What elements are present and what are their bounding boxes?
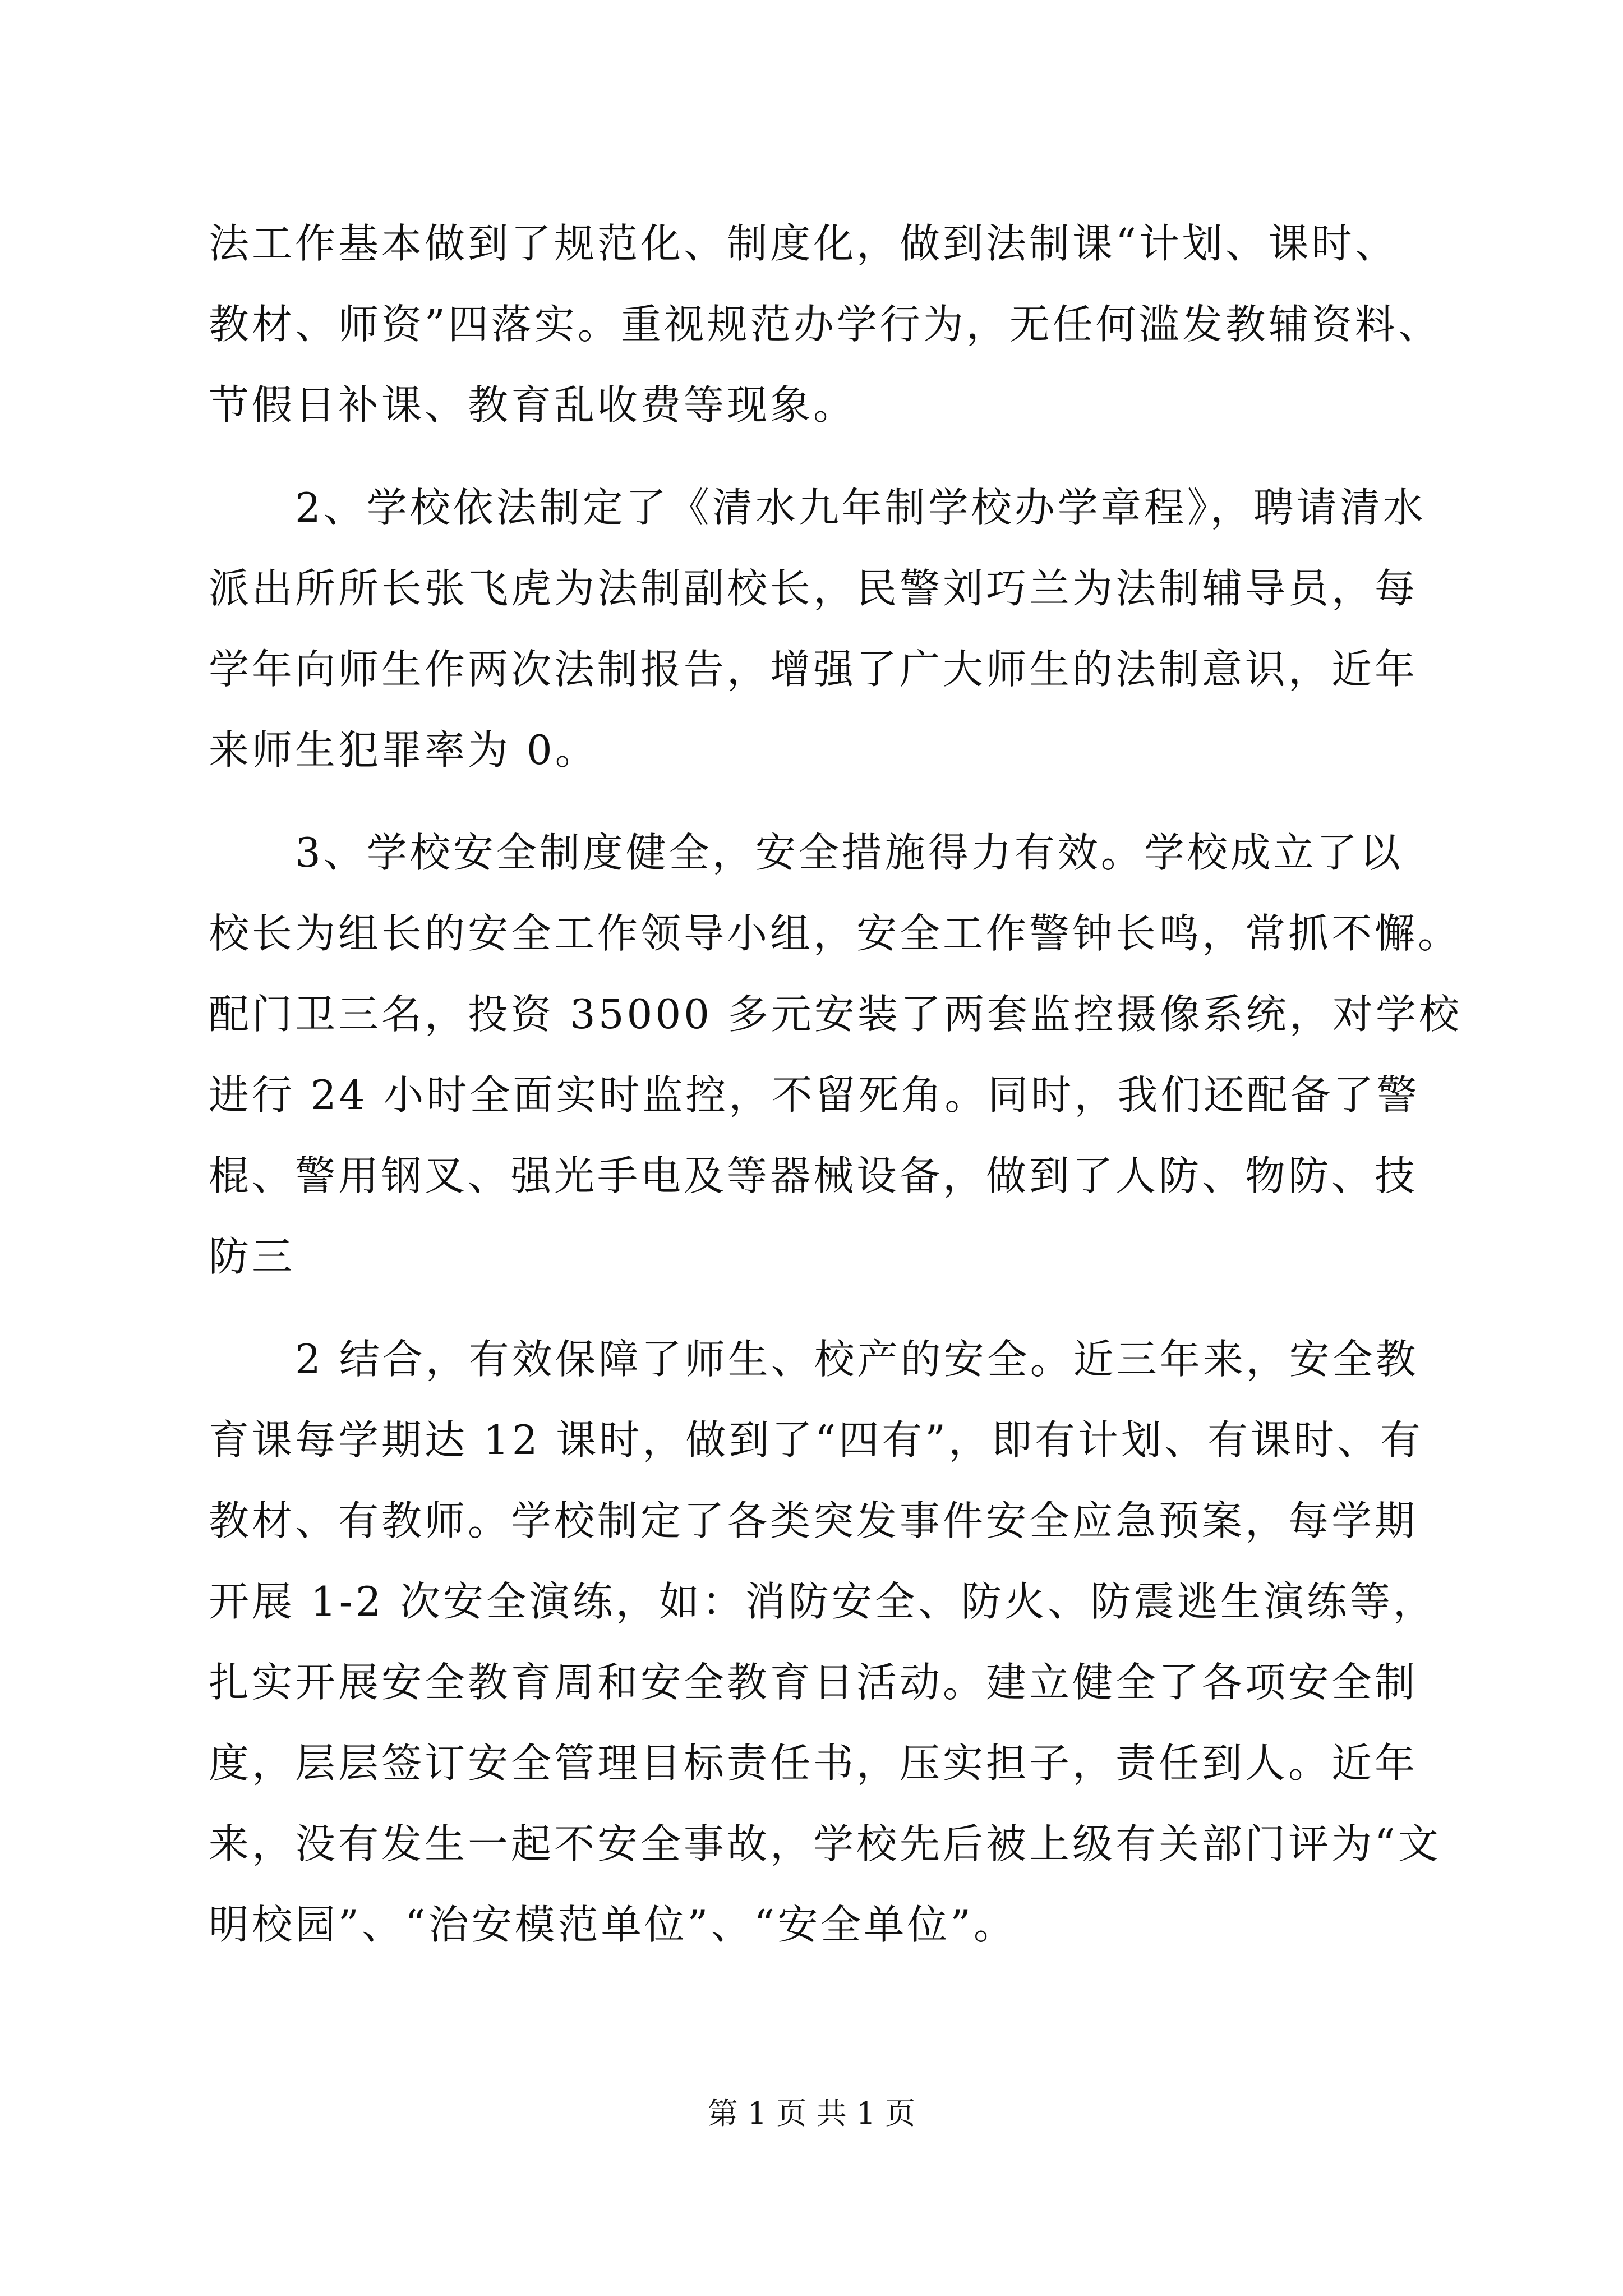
text-line: 棍、警用钢叉、强光手电及等器械设备，做到了人防、物防、技: [209, 1152, 1418, 1199]
paragraph-3: [209, 812, 1462, 1297]
text-line: 3、学校安全制度健全，安全措施得力有效。学校成立了以: [209, 829, 1403, 876]
paragraph-spacing: [209, 790, 1414, 812]
text-line: 校长为组长的安全工作领导小组，安全工作警钟长鸣，常抓不懈。: [209, 910, 1461, 957]
text-line: 2 结合，有效保障了师生、校产的安全。近三年来，安全教: [209, 1336, 1419, 1383]
text-line: 学年向师生作两次法制报告，增强了广大师生的法制意识，近年: [209, 646, 1418, 693]
paragraph-spacing: [209, 1297, 1414, 1319]
text-line: 度，层层签订安全管理目标责任书，压实担子，责任到人。近年: [209, 1740, 1418, 1787]
text-line: 来，没有发生一起不安全事故，学校先后被上级有关部门评为“文: [209, 1820, 1441, 1867]
document-body: [209, 203, 1462, 1965]
text-line: 教材、有教师。学校制定了各类突发事件安全应急预案，每学期: [209, 1497, 1418, 1544]
text-line: 配门卫三名，投资 35000 多元安装了两套监控摄像系统，对学校: [209, 991, 1462, 1038]
text-line: 教材、师资”四落实。重视规范办学行为，无任何滥发教辅资料、: [209, 301, 1441, 348]
page-footer: 第 1 页 共 1 页: [707, 2096, 916, 2131]
text-line: 派出所所长张飞虎为法制副校长，民警刘巧兰为法制辅导员，每: [209, 565, 1418, 612]
paragraph-4: [209, 1319, 1441, 1965]
paragraph-1: [209, 203, 1441, 445]
text-line: 进行 24 小时全面实时监控，不留死角。同时，我们还配备了警: [209, 1071, 1420, 1119]
text-line: 防三: [209, 1233, 296, 1280]
text-line: 育课每学期达 12 课时，做到了“四有”，即有计划、有课时、有: [209, 1416, 1424, 1464]
paragraph-2: [209, 467, 1426, 790]
text-line: 2、学校依法制定了《清水九年制学校办学章程》，聘请清水: [209, 484, 1426, 531]
text-line: 明校园”、“治安模范单位”、“安全单位”。: [209, 1901, 1017, 1948]
text-line: 法工作基本做到了规范化、制度化，做到法制课“计划、课时、: [209, 220, 1398, 267]
text-line: 节假日补课、教育乱收费等现象。: [209, 381, 857, 429]
text-line: 开展 1-2 次安全演练，如：消防安全、防火、防震逃生演练等，: [209, 1578, 1436, 1625]
text-line: 扎实开展安全教育周和安全教育日活动。建立健全了各项安全制: [209, 1659, 1418, 1706]
paragraph-spacing: [209, 445, 1414, 467]
text-line: 来师生犯罪率为 0。: [209, 726, 598, 774]
